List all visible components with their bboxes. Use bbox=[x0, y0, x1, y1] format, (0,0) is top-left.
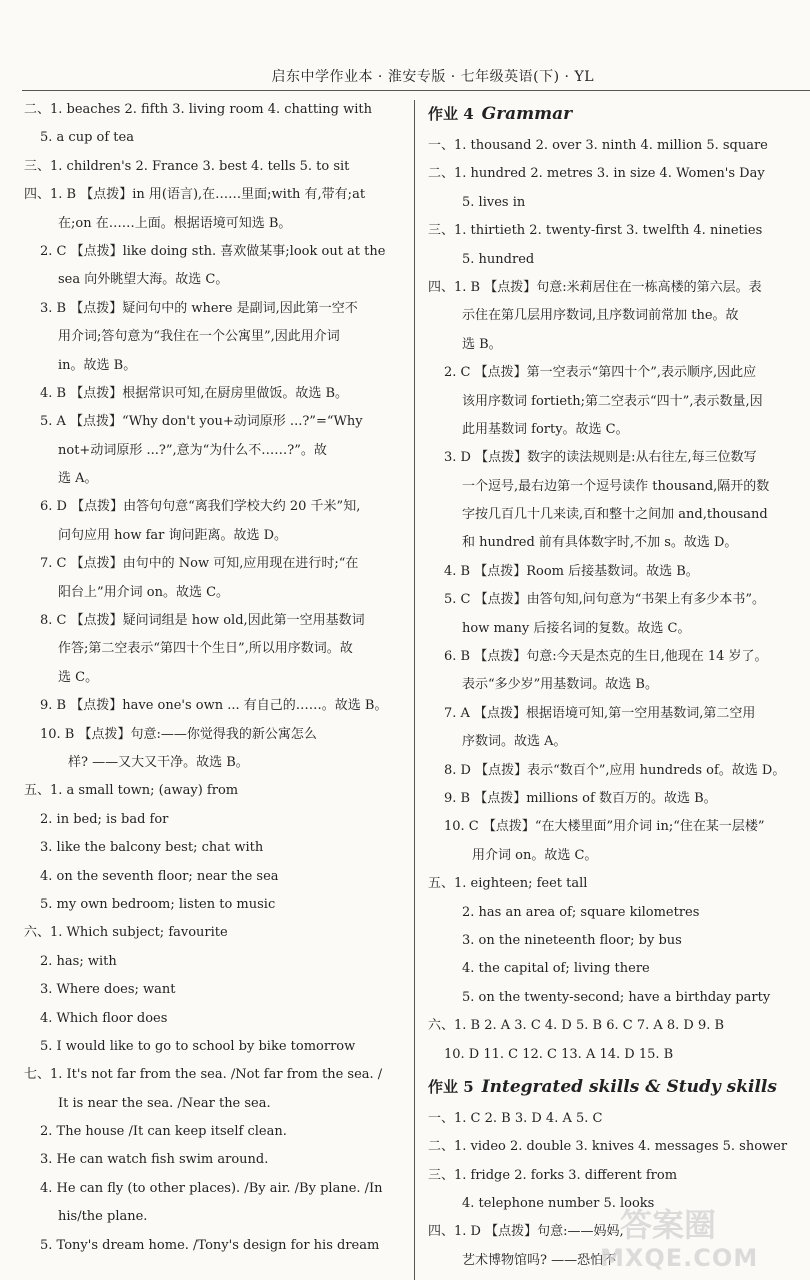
answer-line: 2. C 【点拨】第一空表示“第四十个”,表示顺序,因此应 bbox=[444, 365, 757, 381]
answer-line: 一、1. C 2. B 3. D 4. A 5. C bbox=[428, 1110, 603, 1126]
answer-line: 用介词 on。故选 C。 bbox=[472, 847, 598, 863]
answer-line: It is near the sea. /Near the sea. bbox=[58, 1095, 271, 1111]
answer-line: 5. C 【点拨】由答句知,问句意为“书架上有多少本书”。 bbox=[444, 592, 766, 608]
section-title: Grammar bbox=[481, 104, 573, 124]
right-column bbox=[428, 96, 810, 1275]
answer-line: 5. my own bedroom; listen to music bbox=[40, 896, 276, 912]
answer-line: 5. I would like to go to school by bike tomorrow bbox=[40, 1038, 356, 1054]
answer-line: 5. A 【点拨】“Why don't you+动词原形 ...?”=“Why bbox=[40, 414, 363, 430]
answer-line: 表示“多少岁”用基数词。故选 B。 bbox=[462, 677, 658, 693]
answer-line: 7. C 【点拨】由句中的 Now 可知,应用现在进行时;“在 bbox=[40, 556, 359, 572]
answer-line: 6. D 【点拨】由答句句意“离我们学校大约 20 千米”知, bbox=[40, 499, 361, 515]
answer-line: 三、1. thirtieth 2. twenty-first 3. twelfth 4. nineties bbox=[428, 223, 763, 239]
answer-line: 3. He can watch fish swim around. bbox=[40, 1152, 269, 1168]
answer-line: 艺术博物馆吗? ——恐怕不 bbox=[462, 1252, 617, 1268]
answer-line: 阳台上”用介词 on。故选 C。 bbox=[58, 584, 230, 600]
answer-line: 和 hundred 前有具体数字时,不加 s。故选 D。 bbox=[462, 535, 738, 551]
watermark-text-bottom: MXQE.COM bbox=[600, 1244, 759, 1272]
left-column bbox=[24, 96, 406, 1260]
answer-line: 4. B 【点拨】Room 后接基数词。故选 B。 bbox=[444, 563, 699, 579]
answer-line: 4. telephone number 5. looks bbox=[462, 1196, 655, 1212]
answer-line: 三、1. fridge 2. forks 3. different from bbox=[428, 1167, 678, 1183]
answer-line: 选 C。 bbox=[58, 669, 99, 685]
answer-line: 四、1. B 【点拨】句意:米莉居住在一栋高楼的第六层。表 bbox=[428, 279, 762, 295]
answer-line: 8. D 【点拨】表示“数百个”,应用 hundreds of。故选 D。 bbox=[444, 762, 786, 778]
site-watermark bbox=[560, 1200, 810, 1280]
answer-line: 7. A 【点拨】根据语境可知,第一空用基数词,第二空用 bbox=[444, 705, 756, 721]
section-title: Integrated skills & Study skills bbox=[481, 1076, 777, 1097]
answer-line: 二、1. hundred 2. metres 3. in size 4. Women's Day bbox=[428, 166, 765, 182]
section-heading-grammar bbox=[428, 96, 810, 132]
answer-line: 四、1. B 【点拨】in 用(语言),在……里面;with 有,带有;at bbox=[24, 187, 366, 203]
header-rule bbox=[22, 90, 810, 91]
answer-line: 字按几百几十几来读,百和整十之间加 and,thousand bbox=[462, 507, 768, 523]
answer-line: 3. on the nineteenth floor; by bus bbox=[462, 932, 682, 948]
answer-line: 3. D 【点拨】数字的读法规则是:从右往左,每三位数写 bbox=[444, 450, 757, 466]
answer-line: 六、1. Which subject; favourite bbox=[24, 925, 228, 941]
answer-line: 七、1. It's not far from the sea. /Not far from the sea. / bbox=[24, 1067, 383, 1083]
answer-line: 一、1. thousand 2. over 3. ninth 4. million 5. square bbox=[428, 138, 768, 153]
answer-line: 选 B。 bbox=[462, 336, 502, 352]
answer-line: 5. hundred bbox=[462, 251, 535, 267]
page-header bbox=[0, 66, 810, 92]
answer-line: not+动词原形 ...?”,意为“为什么不……?”。故 bbox=[58, 442, 327, 458]
answer-line: 4. the capital of; living there bbox=[462, 961, 650, 977]
answer-line: 此用基数词 forty。故选 C。 bbox=[462, 421, 629, 437]
answer-line: 5. on the twenty-second; have a birthday party bbox=[462, 989, 771, 1005]
answer-line: 3. like the balcony best; chat with bbox=[40, 840, 264, 856]
answer-line: 2. The house /It can keep itself clean. bbox=[40, 1124, 287, 1140]
answer-line: 2. C 【点拨】like doing sth. 喜欢做某事;look out at the bbox=[40, 243, 386, 259]
answer-line: in。故选 B。 bbox=[58, 357, 137, 373]
answer-line: 作答;第二空表示“第四十个生日”,所以用序数词。故 bbox=[58, 641, 353, 657]
answer-line: 三、1. children's 2. France 3. best 4. tells 5. to sit bbox=[24, 158, 350, 174]
section-label: 作业 5 bbox=[428, 1077, 474, 1096]
answer-line: 3. Where does; want bbox=[40, 982, 176, 998]
answer-line: 10. B 【点拨】句意:——你觉得我的新公寓怎么 bbox=[40, 726, 317, 742]
answer-line: 4. B 【点拨】根据常识可知,在厨房里做饭。故选 B。 bbox=[40, 385, 349, 401]
answer-line: 8. C 【点拨】疑问词组是 how old,因此第一空用基数词 bbox=[40, 613, 365, 629]
answer-line: 在;on 在……上面。根据语境可知选 B。 bbox=[58, 215, 292, 231]
answer-line: 序数词。故选 A。 bbox=[462, 734, 567, 750]
answer-line: 5. lives in bbox=[462, 194, 526, 210]
answer-line: 3. B 【点拨】疑问句中的 where 是副词,因此第一空不 bbox=[40, 300, 358, 316]
answer-line: 2. has; with bbox=[40, 953, 117, 969]
answer-line: 样? ——又大又干净。故选 B。 bbox=[68, 754, 249, 770]
answer-line: 选 A。 bbox=[58, 471, 98, 487]
section-label: 作业 4 bbox=[428, 105, 474, 123]
answer-line: 9. B 【点拨】have one's own ... 有自己的……。故选 B。 bbox=[40, 698, 388, 714]
answer-line: 10. D 11. C 12. C 13. A 14. D 15. B bbox=[444, 1046, 674, 1062]
answer-line: 5. Tony's dream home. /Tony's design for his dream bbox=[40, 1237, 380, 1253]
answer-line: 二、1. beaches 2. fifth 3. living room 4. chatting with bbox=[24, 102, 372, 117]
section-heading-integrated-skills bbox=[428, 1069, 810, 1105]
answer-line: 6. B 【点拨】句意:今天是杰克的生日,他现在 14 岁了。 bbox=[444, 649, 768, 665]
answer-line: his/the plane. bbox=[58, 1209, 148, 1225]
answer-line: 六、1. B 2. A 3. C 4. D 5. B 6. C 7. A 8. D 9. B bbox=[428, 1018, 725, 1034]
answer-line: 9. B 【点拨】millions of 数百万的。故选 B。 bbox=[444, 790, 717, 806]
answer-line: 用介词;答句意为“我住在一个公寓里”,因此用介词 bbox=[58, 329, 340, 345]
answer-line: 4. on the seventh floor; near the sea bbox=[40, 868, 279, 884]
answer-line: 一个逗号,最右边第一个逗号读作 thousand,隔开的数 bbox=[462, 478, 770, 494]
watermark-text-top: 答案圈 bbox=[620, 1206, 717, 1244]
answer-line: 四、1. D 【点拨】句意:——妈妈, bbox=[428, 1224, 624, 1240]
answer-line: 2. has an area of; square kilometres bbox=[462, 904, 700, 920]
answer-line: 4. Which floor does bbox=[40, 1010, 168, 1026]
page-title: 启东中学作业本 · 淮安专版 · 七年级英语(下) · YL bbox=[271, 69, 594, 85]
answer-line: 2. in bed; is bad for bbox=[40, 811, 169, 827]
answer-line: 示住在第几层用序数词,且序数词前常加 the。故 bbox=[462, 308, 739, 324]
answer-line: 10. C 【点拨】“在大楼里面”用介词 in;“住在某一层楼” bbox=[444, 819, 765, 835]
answer-line: how many 后接名词的复数。故选 C。 bbox=[462, 620, 691, 636]
answer-line: 5. a cup of tea bbox=[40, 130, 134, 146]
answer-line: 五、1. a small town; (away) from bbox=[24, 783, 239, 799]
answer-line: 该用序数词 fortieth;第二空表示“四十”,表示数量,因 bbox=[462, 393, 763, 409]
answer-line: 二、1. video 2. double 3. knives 4. messages 5. shower bbox=[428, 1139, 788, 1155]
answer-line: 4. He can fly (to other places). /By air. /By plane. /In bbox=[40, 1180, 383, 1196]
column-divider bbox=[414, 100, 415, 1280]
answer-line: 问句应用 how far 询问距离。故选 D。 bbox=[58, 527, 288, 543]
answer-line: sea 向外眺望大海。故选 C。 bbox=[58, 272, 229, 288]
answer-line: 五、1. eighteen; feet tall bbox=[428, 876, 588, 892]
